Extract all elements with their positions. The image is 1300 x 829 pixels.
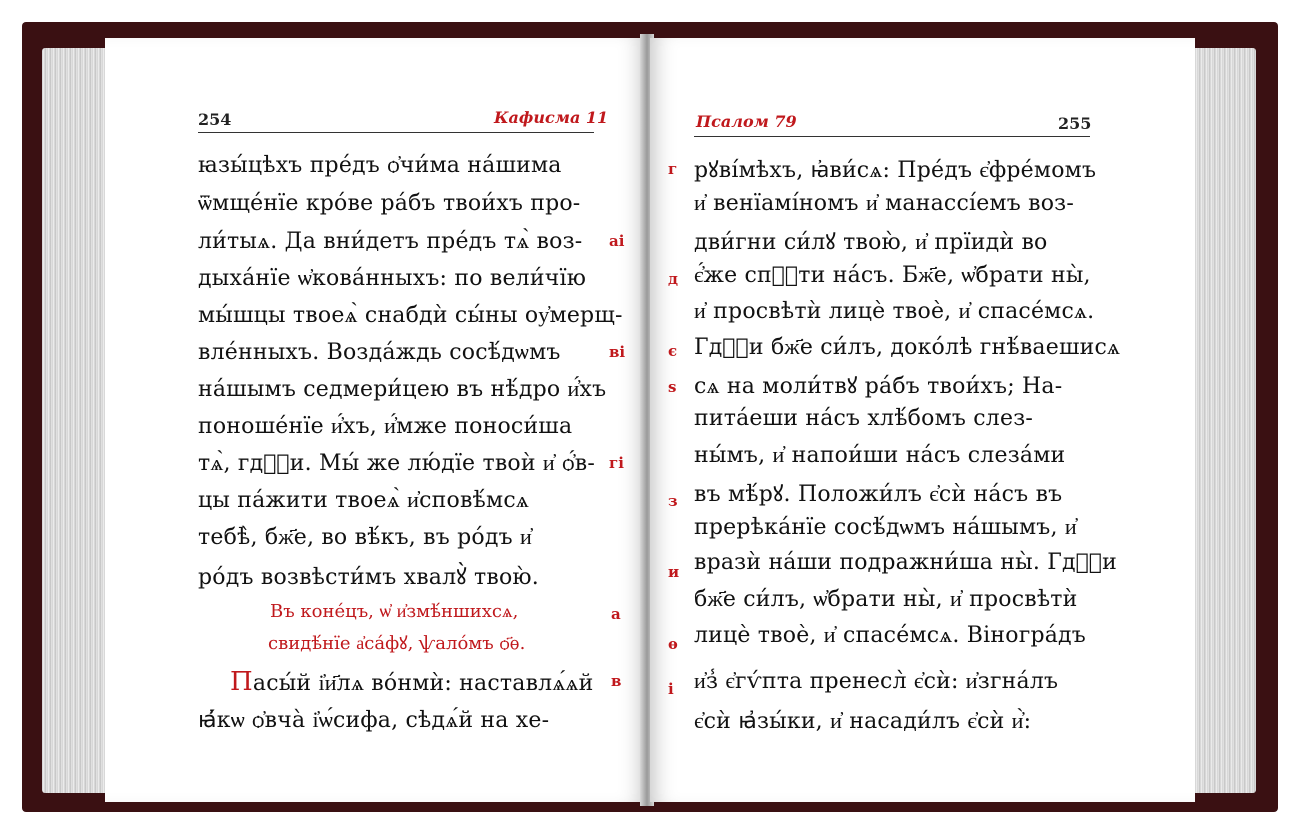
verse-number: є: [668, 342, 678, 360]
verse-number: ѳ: [668, 635, 678, 653]
text-line: ꙗзы́цѣхъ пре́дъ ѻ҆чи́ма на́шима: [198, 153, 562, 178]
text-line: сѧ на моли́твꙋ ра́бъ твои́хъ; На-: [694, 374, 1063, 399]
verse-number: з: [668, 492, 678, 510]
text-line: ли́тыѧ. Да вни́детъ пре́дъ тѧ̀ воз-: [198, 229, 583, 254]
right-header-rule: [694, 136, 1090, 137]
text-line: прерѣка́нїе сосѣ́дѡмъ на́шымъ, и҆: [694, 515, 1077, 540]
verse-number: і: [668, 680, 674, 698]
text-line: лицѐ твоѐ, и҆ спасе́мсѧ. Віногра́дъ: [694, 623, 1086, 648]
drop-initial: П: [230, 667, 253, 697]
text-line: бж҃е си́лъ, ѡ҆брати ны̀, и҆ просвѣтѝ: [694, 587, 1078, 612]
text-line: на́шымъ седмери́цею въ нѣ́дро и҆́хъ: [198, 377, 607, 402]
psalm-rubric-line: Въ коне́цъ, ѡ҆ и҆змѣ́ншихсѧ,: [270, 601, 519, 622]
left-page-number: 254: [198, 110, 232, 129]
text-line: вразѝ на́ши подражни́ша ны̀. Гдⷭ҇и: [694, 550, 1118, 575]
verse-number: а: [611, 605, 621, 623]
text-line: ѿмще́нїе кро́ве ра́бъ твои́хъ про-: [198, 191, 581, 216]
text-line: и҆з̾ є҆гѵ́пта пренесл̀ є҆сѝ: и҆згна́лъ: [694, 669, 1059, 694]
verse-number: д: [668, 270, 678, 288]
text-line: пита́еши на́съ хлѣ́бомъ слез-: [694, 406, 1034, 431]
verse-number: ві: [609, 343, 626, 361]
verse-number: ѕ: [668, 378, 677, 396]
text-line: въ мѣ́рꙋ. Положи́лъ є҆сѝ на́съ въ: [694, 482, 1063, 507]
text-line: дви́гни си́лꙋ твою̀, и҆ прїидѝ во: [694, 230, 1048, 255]
verse-number: гі: [609, 454, 624, 472]
left-header-rule: [198, 132, 594, 133]
text-line: ро́дъ возвѣсти́мъ хвалꙋ̀ твою̀.: [198, 565, 539, 590]
page-edges-right: [1188, 48, 1256, 793]
verse-number: и: [668, 563, 680, 581]
text-line: тѧ̀, гдⷭ҇и. Мы́ же лю́дїе твоѝ и҆ ѻ҆́в-: [198, 451, 595, 476]
left-running-head: Кафисма 11: [494, 108, 609, 127]
psalm-rubric-line: свидѣ́нїе а҆са́фꙋ, ѱало́мъ ѻ҃ѳ.: [268, 633, 526, 654]
text-line: рꙋві́мѣхъ, ꙗ҆ви́сѧ: Пре́дъ є҆фре́момъ: [694, 158, 1097, 183]
right-running-head: Псалом 79: [696, 112, 797, 131]
verse-number: г: [668, 160, 678, 178]
text-line: поноше́нїе и҆́хъ, и҆́мже поноси́ша: [198, 414, 573, 439]
text-line: Гдⷭ҇и бж҃е си́лъ, доко́лѣ гнѣ́ваешисѧ: [694, 335, 1121, 360]
text-line: вле́нныхъ. Возда́ждь сосѣ́дѡмъ: [198, 340, 561, 365]
page-edges-left: [42, 48, 112, 793]
psalm-first-line: [230, 667, 594, 697]
text-line: ꙗ҆́кѡ ѻ҆вча̀ і҆ѡ́сифа, сѣдѧ́й на хе-: [198, 708, 550, 733]
verse-number: в: [611, 672, 622, 690]
verse-number: аі: [609, 232, 625, 250]
text-line: дыха́нїе ѡ҆кова́нныхъ: по вели́чїю: [198, 266, 587, 291]
text-line: є҆́же спⷭ҇ти на́съ. Бж҃е, ѡ҆брати ны̀,: [694, 263, 1091, 288]
psalm-first-line-text: асы́й і҆и҃лѧ во́нмѝ: наставлѧ́ѧй: [252, 671, 594, 696]
text-line: мы́шцы твоеѧ̀ снабдѝ сы́ны оу҆мерщ-: [198, 303, 623, 328]
text-line: и҆ просвѣтѝ лицѐ твоѐ, и҆ спасе́мсѧ.: [694, 299, 1095, 324]
text-line: тебѣ̀, бж҃е, во вѣ́къ, въ ро́дъ и҆: [198, 525, 532, 550]
text-line: ны́мъ, и҆ напои́ши на́съ слеза́ми: [694, 443, 1066, 468]
text-line: и҆ венїамі́номъ и҆ манассі́емъ воз-: [694, 191, 1074, 216]
right-page-number: 255: [1058, 114, 1092, 133]
text-line: цы па́жити твоеѧ̀ и҆сповѣ́мсѧ: [198, 488, 530, 513]
text-line: є҆сѝ ꙗ҆зы́ки, и҆ насади́лъ є҆сѝ и҆̀:: [694, 709, 1032, 734]
